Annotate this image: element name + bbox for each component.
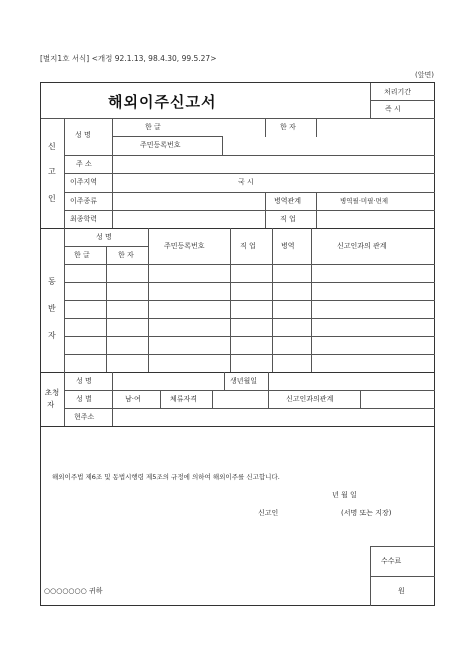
- applicant-rrn-label: 주민등록번호: [140, 141, 181, 149]
- inviter-relation-label: 신고인과의관계: [286, 395, 334, 403]
- inviter-status-label: 체류자격: [170, 395, 198, 403]
- line: [64, 155, 435, 156]
- line: [316, 192, 317, 228]
- recipient-label: ○○○○○○○ 귀하: [44, 587, 103, 595]
- inviter-side-label-2: 자: [47, 400, 55, 409]
- line: [64, 210, 435, 211]
- page-side-label: (앞면): [415, 71, 434, 79]
- line: [64, 264, 435, 265]
- line: [148, 228, 149, 372]
- inviter-address-label: 현주소: [74, 413, 95, 421]
- applicant-military-label: 병역관계: [274, 197, 302, 205]
- applicant-address-label: 주 소: [76, 160, 92, 168]
- line: [106, 246, 107, 372]
- inviter-sex-value: 남·여: [125, 395, 141, 403]
- line: [64, 318, 435, 319]
- applicant-korean-label: 한 글: [145, 123, 161, 131]
- applicant-side-char-1: 신: [48, 142, 56, 151]
- applicant-military-value: 병역필·미필·면제: [340, 197, 389, 205]
- companion-side-char-2: 반: [48, 304, 56, 313]
- line: [64, 408, 435, 409]
- form-frame: [40, 82, 435, 606]
- line: [64, 192, 435, 193]
- line: [224, 372, 225, 390]
- applicant-nationality-label: 국 시: [238, 178, 254, 186]
- fee-top-line: [370, 546, 435, 547]
- line: [64, 354, 435, 355]
- line: [112, 136, 222, 137]
- processing-label: 처리기간: [384, 88, 412, 96]
- line: [268, 390, 269, 408]
- applicant-type-label: 이주종류: [70, 197, 98, 205]
- applicant-side-char-3: 인: [48, 194, 56, 203]
- fee-label: 수수료: [381, 557, 402, 565]
- applicant-region-label: 이주지역: [70, 178, 98, 186]
- line: [268, 372, 269, 390]
- applicant-hanja-label: 한 자: [280, 123, 296, 131]
- form-title: 해외이주신고서: [108, 93, 217, 111]
- line: [222, 136, 223, 155]
- companion-side-char-3: 자: [48, 331, 56, 340]
- companion-job-label: 직 업: [240, 242, 256, 250]
- line: [265, 118, 266, 137]
- processing-border: [370, 83, 371, 118]
- line: [64, 173, 435, 174]
- declaration-sign-label: (서명 또는 지장): [341, 509, 392, 517]
- line: [160, 390, 161, 408]
- companion-relation-label: 신고인과의 관계: [337, 242, 387, 250]
- section-line: [41, 426, 435, 427]
- inviter-side-label-1: 초청: [44, 388, 60, 397]
- inviter-name-label: 성 명: [76, 377, 92, 385]
- declaration-applicant-label: 신고인: [258, 509, 279, 517]
- inviter-birth-label: 생년월일: [230, 377, 258, 385]
- companion-hanja-label: 한 자: [118, 251, 134, 259]
- applicant-job-label: 직 업: [280, 215, 296, 223]
- companion-side-char-1: 동: [48, 277, 56, 286]
- line: [230, 228, 231, 372]
- applicant-side-char-2: 고: [48, 167, 56, 176]
- declaration-date: 년 월 일: [332, 491, 357, 499]
- processing-value: 즉 시: [385, 105, 401, 113]
- section-line: [41, 228, 435, 229]
- title-bottom-line: [41, 118, 435, 119]
- inviter-sex-label: 성 별: [76, 395, 92, 403]
- line: [272, 228, 273, 372]
- fee-mid-line: [370, 576, 435, 577]
- companion-military-label: 병역: [281, 242, 295, 250]
- companion-name-label: 성 명: [96, 233, 112, 241]
- fee-unit: 원: [398, 587, 405, 595]
- companion-korean-label: 한 글: [74, 251, 90, 259]
- line: [64, 282, 435, 283]
- line: [112, 372, 113, 426]
- fee-box-border: [370, 546, 371, 606]
- form-reference: [별지1호 서식] <개정 92.1.13, 98.4.30, 99.5.27>: [40, 54, 217, 63]
- line: [212, 390, 213, 408]
- applicant-education-label: 최종학력: [70, 215, 98, 223]
- applicant-name-label: 성 명: [75, 131, 91, 139]
- line: [64, 390, 435, 391]
- declaration-statement: 해외이주법 제6조 및 동법시행령 제5조의 규정에 의하여 해외이주를 신고합니다.: [52, 473, 280, 481]
- line: [311, 228, 312, 372]
- processing-divider: [370, 100, 435, 101]
- line: [316, 118, 317, 137]
- side-column-line: [64, 118, 65, 426]
- line: [112, 118, 113, 228]
- line: [64, 300, 435, 301]
- section-line: [41, 372, 435, 373]
- line: [360, 390, 361, 408]
- line: [64, 336, 435, 337]
- line: [265, 192, 266, 228]
- companion-rrn-label: 주민등록번호: [164, 242, 205, 250]
